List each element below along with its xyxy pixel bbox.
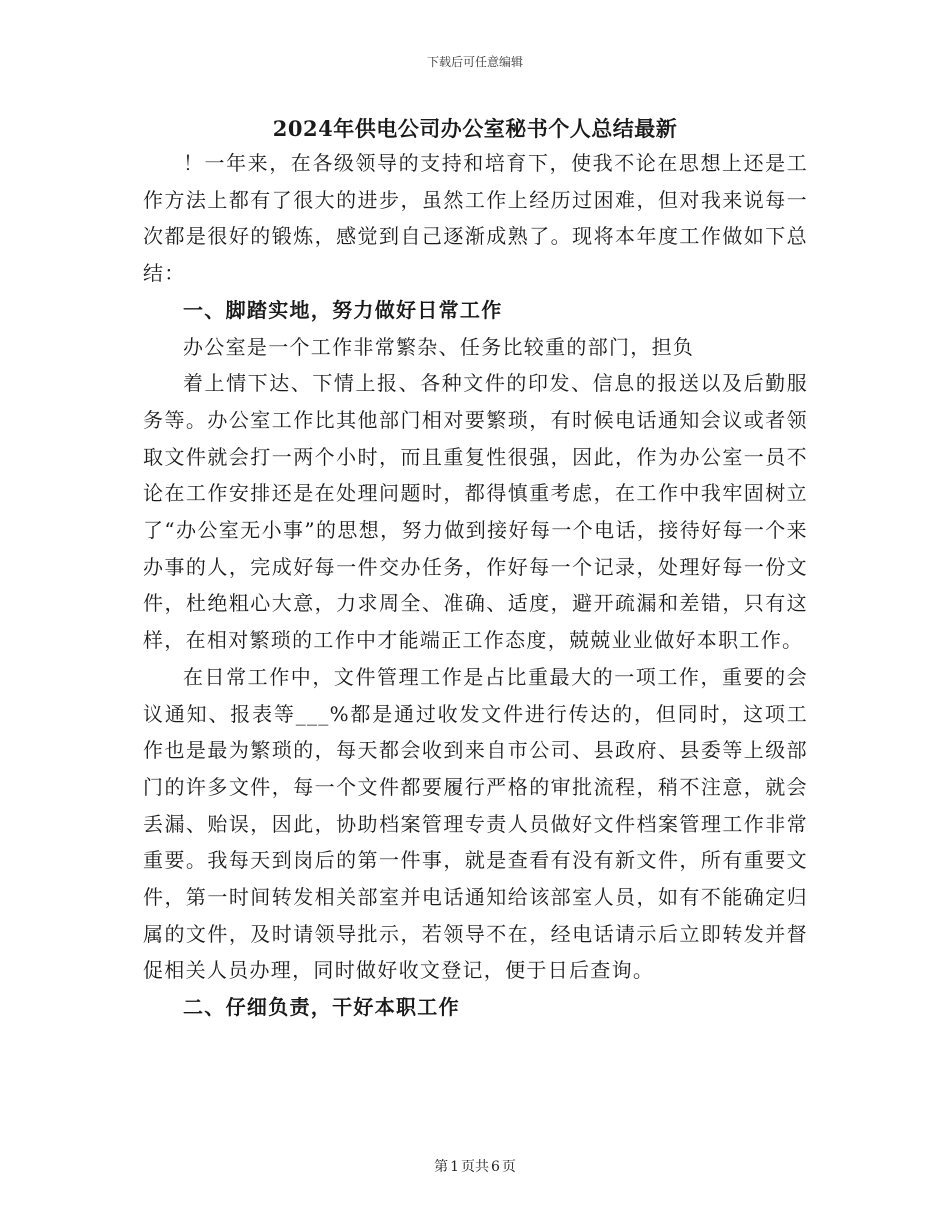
- footer-total-pages: 6: [491, 1159, 500, 1175]
- intro-paragraph: ！一年来，在各级领导的支持和培育下，使我不论在思想上还是工作方法上都有了很大的进步，虽然工作上经历过困难，但对我来说每一次都是很好的锻炼，感觉到自己逐渐成熟了。现将本年度工作做如下总结：: [143, 151, 808, 286]
- footer-prefix: 第: [434, 1159, 449, 1175]
- footer-current-page: 1: [450, 1159, 459, 1175]
- section-heading-1: 一、脚踏实地，努力做好日常工作: [183, 297, 503, 322]
- body-paragraph: 办公室是一个工作非常繁杂、任务比较重的部门，担负: [183, 334, 695, 359]
- footer-middle: 页共: [461, 1159, 489, 1175]
- document-title: 2024年供电公司办公室秘书个人总结最新: [272, 116, 678, 141]
- footer-suffix: 页: [501, 1159, 516, 1175]
- body-paragraph: 着上情下达、下情上报、各种文件的印发、信息的报送以及后勤服务等。办公室工作比其他部门相对要繁琐，有时候电话通知会议或者领取文件就会打一两个小时，而且重复性很强，因此，作为办公室一员不论在工作安排还是在处理问题时，都得慎重考虑，在工作中我牢固树立了“办公室无小事”的思想，努力做到接好每一个电话，接待好每一个来办事的人，完成好每一件交办任务，作好每一个记录，处理好每一份文件，杜绝粗心大意，力求周全、准确、适度，避开疏漏和差错，只有这样，在相对繁琐的工作中才能端正工作态度，兢兢业业做好本职工作。: [143, 371, 808, 653]
- page-footer: [0, 1156, 950, 1176]
- document-body: [143, 145, 808, 1026]
- body-paragraph: 在日常工作中，文件管理工作是占比重最大的一项工作，重要的会议通知、报表等___%都是通过收发文件进行传达的，但同时，这项工作也是最为繁琐的，每天都会收到来自市公司、县政府、县委等上级部门的许多文件，每一个文件都要履行严格的审批流程，稍不注意，就会丢漏、贻误，因此，协助档案管理专责人员做好文件档案管理工作非常重要。我每天到岗后的第一件事，就是查看有没有新文件，所有重要文件，第一时间转发相关部室并电话通知给该部室人员，如有不能确定归属的文件，及时请领导批示，若领导不在，经电话请示后立即转发并督促相关人员办理，同时做好收文登记，便于日后查询。: [143, 664, 808, 983]
- section-heading-2: 二、仔细负责，干好本职工作: [183, 995, 460, 1020]
- header-note: 下载后可任意编辑: [426, 55, 523, 69]
